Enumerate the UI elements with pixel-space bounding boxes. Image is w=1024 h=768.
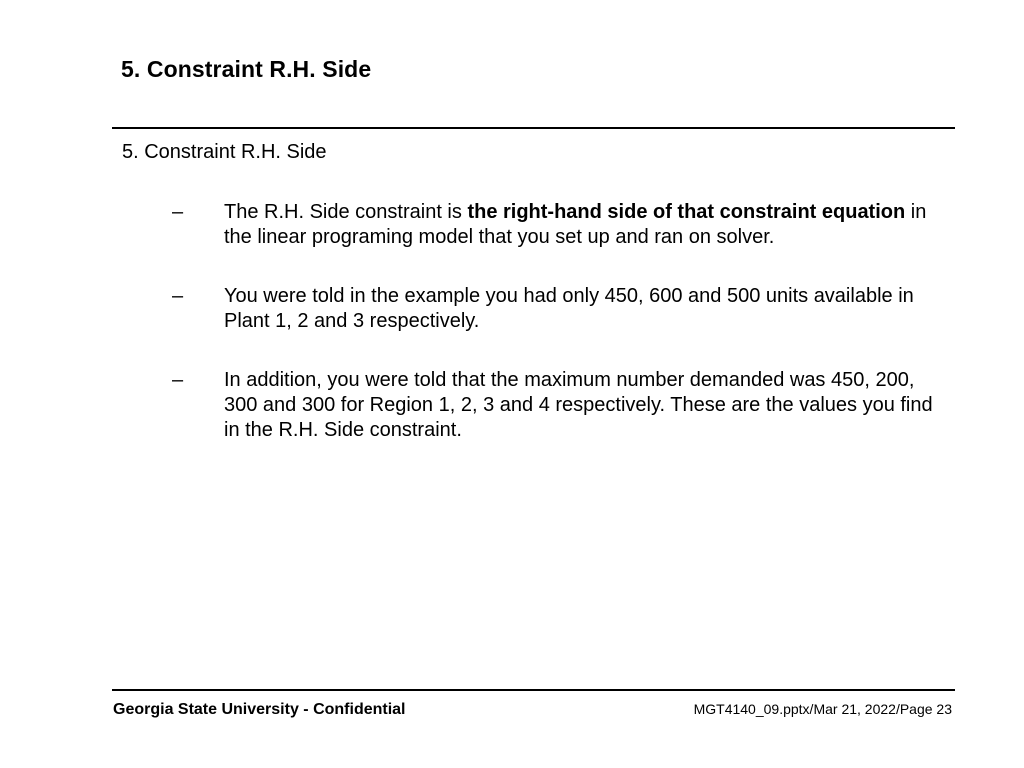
bullet-text-part: in the linear programing model that you set up and ran on solver. <box>224 201 927 248</box>
bullet-item-plant-capacity <box>170 284 950 334</box>
footer-divider <box>112 689 955 691</box>
section-heading: 5. Constraint R.H. Side <box>122 141 327 163</box>
bullet-text: In addition, you were told that the maximum number demanded was 450, 200, 300 and 300 for Region 1, 2, 3 and 4 respectively. These are the values you find in the R.H. Side constraint. <box>224 369 933 441</box>
bullet-dash: – <box>172 285 184 307</box>
bullet-item-rh-side-definition <box>170 200 950 250</box>
bullet-text: You were told in the example you had only 450, 600 and 500 units available in Plant 1, 2 and 3 respectively. <box>224 285 914 332</box>
footer-organization: Georgia State University - Confidential <box>113 701 406 718</box>
bullet-text-part: The R.H. Side constraint is <box>224 201 468 223</box>
slide-title: 5. Constraint R.H. Side <box>121 56 372 82</box>
bullet-list <box>170 200 950 477</box>
bullet-item-region-demand <box>170 368 950 443</box>
bullet-text-bold: the right-hand side of that constraint equation <box>467 201 906 223</box>
footer-page-info: MGT4140_09.pptx/Mar 21, 2022/Page 23 <box>693 701 952 717</box>
bullet-text <box>224 201 926 248</box>
bullet-dash: – <box>172 201 184 223</box>
title-divider <box>112 127 955 129</box>
bullet-dash: – <box>172 369 184 391</box>
